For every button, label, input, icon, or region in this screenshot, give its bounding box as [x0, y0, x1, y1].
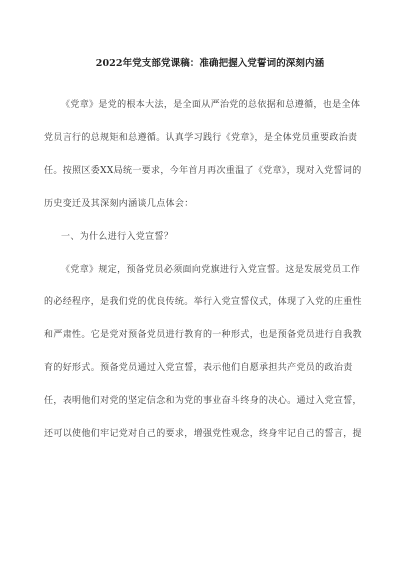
- paragraph-2-line-5: 任，表明他们对党的坚定信念和为党的事业奋斗终身的决心。通过入党宣誓，: [44, 396, 362, 406]
- paragraph-1-line-1: 《党章》是党的根本大法，是全面从严治党的总依据和总遵循，也是全体: [61, 100, 361, 110]
- paragraph-2-line-6: 还可以使他们牢记党对自己的要求，增强党性观念，终身牢记自己的誓言，提: [44, 429, 362, 439]
- paragraph-2-line-3: 和严肃性。它是党对预备党员进行教育的一种形式，也是预备党员进行自我教: [44, 330, 362, 340]
- paragraph-2-line-4: 育的好形式。预备党员通过入党宣誓，表示他们自愿承担共产党员的政治责: [44, 363, 353, 373]
- paragraph-2-line-1: 《党章》规定，预备党员必须面向党旗进行入党宣誓。这是发展党员工作: [61, 265, 361, 275]
- paragraph-1-line-3: 任。按照区委XX局统一要求，今年首月再次重温了《党章》，现对入党誓词的: [44, 166, 362, 176]
- section-1-heading: 一、为什么进行入党宣誓？: [61, 232, 174, 242]
- paragraph-2-line-2: 的必经程序，是我们党的优良传统。举行入党宣誓仪式，体现了入党的庄重性: [44, 297, 362, 307]
- paragraph-1-line-4: 历史变迁及其深刻内涵谈几点体会：: [44, 199, 194, 209]
- document-title: 2022年党支部党课稿：准确把握入党誓词的深刻内涵: [95, 58, 325, 69]
- paragraph-1-line-2: 党员言行的总规矩和总遵循。认真学习践行《党章》，是全体党员重要政治责: [44, 133, 358, 143]
